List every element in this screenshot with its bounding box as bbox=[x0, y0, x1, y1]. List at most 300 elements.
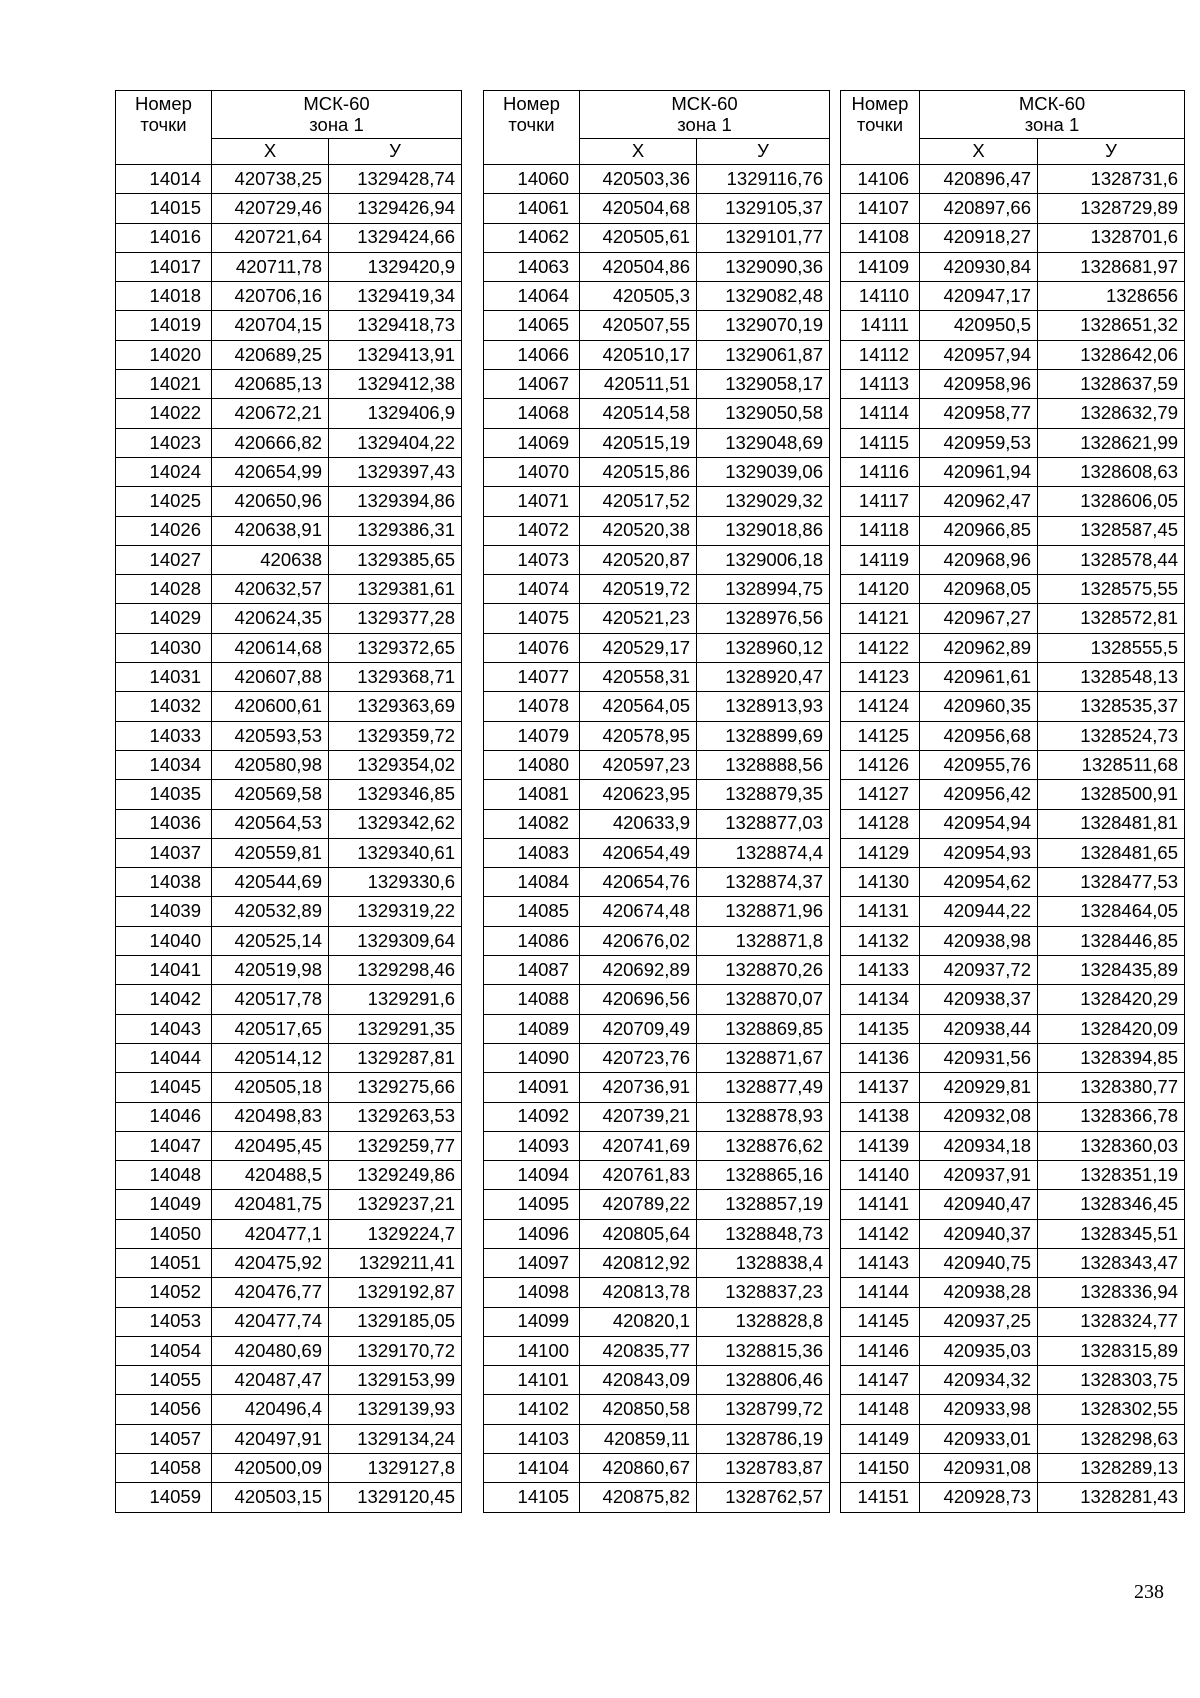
table-row bbox=[484, 604, 830, 633]
coordinate-system-header bbox=[212, 91, 462, 139]
point-number-cell: 14037 bbox=[116, 838, 212, 867]
point-number-cell: 14114 bbox=[841, 399, 920, 428]
point-number-cell: 14071 bbox=[484, 487, 580, 516]
x-coordinate-cell: 420968,05 bbox=[920, 575, 1038, 604]
x-coordinate-cell: 420960,35 bbox=[920, 692, 1038, 721]
point-number-cell: 14120 bbox=[841, 575, 920, 604]
x-coordinate-cell: 420738,25 bbox=[212, 165, 329, 194]
y-coordinate-cell: 1329319,22 bbox=[329, 897, 462, 926]
x-coordinate-cell: 420962,89 bbox=[920, 633, 1038, 662]
y-coordinate-cell: 1328837,23 bbox=[697, 1278, 830, 1307]
y-coordinate-cell: 1328874,37 bbox=[697, 868, 830, 897]
x-coordinate-cell: 420623,95 bbox=[580, 780, 697, 809]
y-coordinate-cell: 1328303,75 bbox=[1038, 1366, 1185, 1395]
x-coordinate-cell: 420931,56 bbox=[920, 1043, 1038, 1072]
x-coordinate-cell: 420813,78 bbox=[580, 1278, 697, 1307]
y-coordinate-cell: 1329139,93 bbox=[329, 1395, 462, 1424]
x-coordinate-cell: 420511,51 bbox=[580, 370, 697, 399]
table-row bbox=[841, 399, 1185, 428]
x-coordinate-cell: 420934,18 bbox=[920, 1131, 1038, 1160]
table-row bbox=[841, 721, 1185, 750]
x-coordinate-cell: 420564,53 bbox=[212, 809, 329, 838]
table-row bbox=[484, 516, 830, 545]
y-coordinate-cell: 1328869,85 bbox=[697, 1014, 830, 1043]
x-coordinate-cell: 420929,81 bbox=[920, 1073, 1038, 1102]
y-column-header: У bbox=[1038, 139, 1185, 165]
x-coordinate-cell: 420928,73 bbox=[920, 1483, 1038, 1512]
x-coordinate-cell: 420696,56 bbox=[580, 985, 697, 1014]
x-coordinate-cell: 420940,75 bbox=[920, 1248, 1038, 1277]
x-coordinate-cell: 420666,82 bbox=[212, 428, 329, 457]
header-row bbox=[841, 91, 1185, 139]
table-row bbox=[116, 399, 462, 428]
y-coordinate-cell: 1329291,6 bbox=[329, 985, 462, 1014]
table-row bbox=[841, 194, 1185, 223]
y-coordinate-cell: 1329018,86 bbox=[697, 516, 830, 545]
table-row bbox=[841, 575, 1185, 604]
point-number-cell: 14104 bbox=[484, 1454, 580, 1483]
table-row bbox=[841, 809, 1185, 838]
table-row bbox=[116, 663, 462, 692]
x-coordinate-cell: 420481,75 bbox=[212, 1190, 329, 1219]
point-number-cell: 14058 bbox=[116, 1454, 212, 1483]
y-coordinate-cell: 1328380,77 bbox=[1038, 1073, 1185, 1102]
table-row bbox=[116, 1073, 462, 1102]
table-row bbox=[116, 1043, 462, 1072]
y-coordinate-cell: 1329050,58 bbox=[697, 399, 830, 428]
table-row bbox=[484, 399, 830, 428]
table-row bbox=[484, 252, 830, 281]
point-number-cell: 14033 bbox=[116, 721, 212, 750]
x-coordinate-cell: 420685,13 bbox=[212, 370, 329, 399]
y-coordinate-cell: 1329309,64 bbox=[329, 926, 462, 955]
x-coordinate-cell: 420711,78 bbox=[212, 252, 329, 281]
point-number-cell: 14031 bbox=[116, 663, 212, 692]
table-row bbox=[116, 721, 462, 750]
point-number-cell: 14138 bbox=[841, 1102, 920, 1131]
table-row bbox=[116, 1454, 462, 1483]
x-coordinate-cell: 420507,55 bbox=[580, 311, 697, 340]
x-coordinate-cell: 420607,88 bbox=[212, 663, 329, 692]
y-coordinate-cell: 1328575,55 bbox=[1038, 575, 1185, 604]
x-coordinate-cell: 420517,65 bbox=[212, 1014, 329, 1043]
table-row bbox=[116, 340, 462, 369]
x-coordinate-cell: 420517,52 bbox=[580, 487, 697, 516]
table-row bbox=[841, 165, 1185, 194]
x-coordinate-cell: 420897,66 bbox=[920, 194, 1038, 223]
point-number-header bbox=[116, 91, 212, 165]
table-row bbox=[116, 1395, 462, 1424]
x-coordinate-cell: 420954,93 bbox=[920, 838, 1038, 867]
point-number-cell: 14108 bbox=[841, 223, 920, 252]
y-coordinate-cell: 1329127,8 bbox=[329, 1454, 462, 1483]
y-coordinate-cell: 1328651,32 bbox=[1038, 311, 1185, 340]
y-coordinate-cell: 1329249,86 bbox=[329, 1161, 462, 1190]
point-number-cell: 14092 bbox=[484, 1102, 580, 1131]
x-coordinate-cell: 420514,58 bbox=[580, 399, 697, 428]
y-coordinate-cell: 1328857,19 bbox=[697, 1190, 830, 1219]
x-coordinate-cell: 420843,09 bbox=[580, 1366, 697, 1395]
y-coordinate-cell: 1328899,69 bbox=[697, 721, 830, 750]
point-number-cell: 14072 bbox=[484, 516, 580, 545]
point-number-cell: 14069 bbox=[484, 428, 580, 457]
point-number-cell: 14053 bbox=[116, 1307, 212, 1336]
y-coordinate-cell: 1329386,31 bbox=[329, 516, 462, 545]
x-coordinate-cell: 420956,42 bbox=[920, 780, 1038, 809]
table-row bbox=[484, 457, 830, 486]
y-coordinate-cell: 1329134,24 bbox=[329, 1424, 462, 1453]
point-number-cell: 14051 bbox=[116, 1248, 212, 1277]
point-number-cell: 14110 bbox=[841, 282, 920, 311]
y-coordinate-cell: 1329424,66 bbox=[329, 223, 462, 252]
point-number-cell: 14103 bbox=[484, 1424, 580, 1453]
table-row bbox=[841, 663, 1185, 692]
x-coordinate-cell: 420597,23 bbox=[580, 750, 697, 779]
table-row bbox=[484, 868, 830, 897]
table-row bbox=[484, 223, 830, 252]
y-coordinate-cell: 1328871,8 bbox=[697, 926, 830, 955]
table-row bbox=[116, 194, 462, 223]
x-coordinate-cell: 420633,9 bbox=[580, 809, 697, 838]
point-number-cell: 14061 bbox=[484, 194, 580, 223]
point-number-cell: 14014 bbox=[116, 165, 212, 194]
y-coordinate-cell: 1329070,19 bbox=[697, 311, 830, 340]
x-column-header: X bbox=[920, 139, 1038, 165]
y-coordinate-cell: 1329006,18 bbox=[697, 545, 830, 574]
table-row bbox=[484, 1307, 830, 1336]
table-row bbox=[841, 1131, 1185, 1160]
y-coordinate-cell: 1328786,19 bbox=[697, 1424, 830, 1453]
x-coordinate-cell: 420519,72 bbox=[580, 575, 697, 604]
x-coordinate-cell: 420968,96 bbox=[920, 545, 1038, 574]
x-coordinate-cell: 420934,32 bbox=[920, 1366, 1038, 1395]
x-coordinate-cell: 420689,25 bbox=[212, 340, 329, 369]
y-coordinate-cell: 1328871,67 bbox=[697, 1043, 830, 1072]
point-number-cell: 14070 bbox=[484, 457, 580, 486]
point-number-cell: 14064 bbox=[484, 282, 580, 311]
point-number-cell: 14075 bbox=[484, 604, 580, 633]
y-coordinate-cell: 1328351,19 bbox=[1038, 1161, 1185, 1190]
y-coordinate-cell: 1328731,6 bbox=[1038, 165, 1185, 194]
y-coordinate-cell: 1328524,73 bbox=[1038, 721, 1185, 750]
x-coordinate-cell: 420859,11 bbox=[580, 1424, 697, 1453]
y-coordinate-cell: 1328346,45 bbox=[1038, 1190, 1185, 1219]
table-row bbox=[116, 692, 462, 721]
point-number-cell: 14128 bbox=[841, 809, 920, 838]
table-row bbox=[484, 1102, 830, 1131]
point-number-cell: 14019 bbox=[116, 311, 212, 340]
x-coordinate-cell: 420729,46 bbox=[212, 194, 329, 223]
point-number-cell: 14149 bbox=[841, 1424, 920, 1453]
y-coordinate-cell: 1328298,63 bbox=[1038, 1424, 1185, 1453]
point-number-cell: 14078 bbox=[484, 692, 580, 721]
point-number-cell: 14026 bbox=[116, 516, 212, 545]
point-number-cell: 14116 bbox=[841, 457, 920, 486]
y-coordinate-cell: 1329381,61 bbox=[329, 575, 462, 604]
table-row bbox=[116, 1102, 462, 1131]
x-coordinate-cell: 420961,94 bbox=[920, 457, 1038, 486]
point-number-cell: 14024 bbox=[116, 457, 212, 486]
table-row bbox=[841, 1424, 1185, 1453]
table-row bbox=[484, 1336, 830, 1365]
table-row bbox=[484, 956, 830, 985]
point-number-cell: 14113 bbox=[841, 370, 920, 399]
y-coordinate-cell: 1329090,36 bbox=[697, 252, 830, 281]
point-number-cell: 14081 bbox=[484, 780, 580, 809]
table-row bbox=[484, 809, 830, 838]
x-coordinate-cell: 420958,77 bbox=[920, 399, 1038, 428]
point-number-cell: 14136 bbox=[841, 1043, 920, 1072]
y-coordinate-cell: 1329170,72 bbox=[329, 1336, 462, 1365]
table-row bbox=[116, 1424, 462, 1453]
x-coordinate-cell: 420950,5 bbox=[920, 311, 1038, 340]
table-row bbox=[116, 1366, 462, 1395]
y-coordinate-cell: 1329412,38 bbox=[329, 370, 462, 399]
x-coordinate-cell: 420933,98 bbox=[920, 1395, 1038, 1424]
point-number-cell: 14076 bbox=[484, 633, 580, 662]
y-coordinate-cell: 1328548,13 bbox=[1038, 663, 1185, 692]
x-coordinate-cell: 420812,92 bbox=[580, 1248, 697, 1277]
y-coordinate-cell: 1328578,44 bbox=[1038, 545, 1185, 574]
table-row bbox=[116, 604, 462, 633]
x-coordinate-cell: 420504,68 bbox=[580, 194, 697, 223]
table-row bbox=[484, 721, 830, 750]
y-coordinate-cell: 1328913,93 bbox=[697, 692, 830, 721]
point-number-cell: 14150 bbox=[841, 1454, 920, 1483]
table-row bbox=[116, 1336, 462, 1365]
table-row bbox=[484, 311, 830, 340]
table-row bbox=[484, 1424, 830, 1453]
y-coordinate-cell: 1328877,03 bbox=[697, 809, 830, 838]
table-row bbox=[841, 545, 1185, 574]
x-coordinate-cell: 420525,14 bbox=[212, 926, 329, 955]
y-coordinate-cell: 1328870,07 bbox=[697, 985, 830, 1014]
y-coordinate-cell: 1328976,56 bbox=[697, 604, 830, 633]
x-coordinate-cell: 420820,1 bbox=[580, 1307, 697, 1336]
y-coordinate-cell: 1328555,5 bbox=[1038, 633, 1185, 662]
table-row bbox=[116, 487, 462, 516]
table-row bbox=[116, 311, 462, 340]
x-coordinate-cell: 420938,28 bbox=[920, 1278, 1038, 1307]
table-row bbox=[841, 340, 1185, 369]
y-coordinate-cell: 1328879,35 bbox=[697, 780, 830, 809]
x-coordinate-cell: 420954,62 bbox=[920, 868, 1038, 897]
y-coordinate-cell: 1329061,87 bbox=[697, 340, 830, 369]
coordinate-system-header bbox=[920, 91, 1185, 139]
table-row bbox=[484, 1278, 830, 1307]
point-number-cell: 14023 bbox=[116, 428, 212, 457]
table-row bbox=[484, 750, 830, 779]
table-row bbox=[841, 1073, 1185, 1102]
table-row bbox=[116, 956, 462, 985]
point-number-cell: 14086 bbox=[484, 926, 580, 955]
x-coordinate-cell: 420674,48 bbox=[580, 897, 697, 926]
table-row bbox=[116, 165, 462, 194]
point-number-cell: 14084 bbox=[484, 868, 580, 897]
table-row bbox=[484, 1161, 830, 1190]
table-row bbox=[841, 1395, 1185, 1424]
point-number-cell: 14083 bbox=[484, 838, 580, 867]
x-coordinate-cell: 420544,69 bbox=[212, 868, 329, 897]
x-coordinate-cell: 420654,76 bbox=[580, 868, 697, 897]
x-coordinate-cell: 420624,35 bbox=[212, 604, 329, 633]
x-coordinate-cell: 420938,98 bbox=[920, 926, 1038, 955]
table-row bbox=[841, 516, 1185, 545]
x-coordinate-cell: 420956,68 bbox=[920, 721, 1038, 750]
x-coordinate-cell: 420931,08 bbox=[920, 1454, 1038, 1483]
point-number-cell: 14042 bbox=[116, 985, 212, 1014]
table-row bbox=[841, 487, 1185, 516]
y-coordinate-cell: 1328315,89 bbox=[1038, 1336, 1185, 1365]
y-coordinate-cell: 1328324,77 bbox=[1038, 1307, 1185, 1336]
y-coordinate-cell: 1329418,73 bbox=[329, 311, 462, 340]
y-coordinate-cell: 1329082,48 bbox=[697, 282, 830, 311]
table-row bbox=[841, 1454, 1185, 1483]
table-row bbox=[841, 428, 1185, 457]
table-row bbox=[841, 370, 1185, 399]
header-line: зона 1 bbox=[309, 113, 364, 135]
table-row bbox=[116, 575, 462, 604]
table-row bbox=[116, 926, 462, 955]
table-row bbox=[484, 165, 830, 194]
table-row bbox=[841, 1219, 1185, 1248]
table-row bbox=[116, 1161, 462, 1190]
point-number-cell: 14151 bbox=[841, 1483, 920, 1512]
point-number-cell: 14087 bbox=[484, 956, 580, 985]
point-number-cell: 14118 bbox=[841, 516, 920, 545]
x-coordinate-cell: 420935,03 bbox=[920, 1336, 1038, 1365]
y-coordinate-cell: 1329275,66 bbox=[329, 1073, 462, 1102]
point-number-cell: 14146 bbox=[841, 1336, 920, 1365]
x-coordinate-cell: 420515,86 bbox=[580, 457, 697, 486]
y-coordinate-cell: 1328464,05 bbox=[1038, 897, 1185, 926]
y-coordinate-cell: 1328535,37 bbox=[1038, 692, 1185, 721]
y-coordinate-cell: 1328621,99 bbox=[1038, 428, 1185, 457]
x-coordinate-cell: 420961,61 bbox=[920, 663, 1038, 692]
x-coordinate-cell: 420505,3 bbox=[580, 282, 697, 311]
y-coordinate-cell: 1328681,97 bbox=[1038, 252, 1185, 281]
header-row bbox=[116, 91, 462, 139]
point-number-cell: 14139 bbox=[841, 1131, 920, 1160]
table-row bbox=[841, 1190, 1185, 1219]
y-coordinate-cell: 1328477,53 bbox=[1038, 868, 1185, 897]
y-coordinate-cell: 1329413,91 bbox=[329, 340, 462, 369]
point-number-cell: 14091 bbox=[484, 1073, 580, 1102]
y-coordinate-cell: 1328302,55 bbox=[1038, 1395, 1185, 1424]
y-coordinate-cell: 1329330,6 bbox=[329, 868, 462, 897]
point-number-cell: 14085 bbox=[484, 897, 580, 926]
point-number-cell: 14020 bbox=[116, 340, 212, 369]
x-coordinate-cell: 420475,92 bbox=[212, 1248, 329, 1277]
x-coordinate-cell: 420558,31 bbox=[580, 663, 697, 692]
y-coordinate-cell: 1328500,91 bbox=[1038, 780, 1185, 809]
point-number-cell: 14127 bbox=[841, 780, 920, 809]
point-number-cell: 14119 bbox=[841, 545, 920, 574]
header-line: зона 1 bbox=[1024, 113, 1080, 135]
point-number-cell: 14106 bbox=[841, 165, 920, 194]
table-row bbox=[116, 1483, 462, 1512]
y-coordinate-cell: 1329224,7 bbox=[329, 1219, 462, 1248]
x-coordinate-cell: 420739,21 bbox=[580, 1102, 697, 1131]
point-number-cell: 14134 bbox=[841, 985, 920, 1014]
point-number-cell: 14107 bbox=[841, 194, 920, 223]
y-coordinate-cell: 1328870,26 bbox=[697, 956, 830, 985]
header-row bbox=[484, 91, 830, 139]
x-coordinate-cell: 420532,89 bbox=[212, 897, 329, 926]
table-row bbox=[116, 457, 462, 486]
table-row bbox=[116, 282, 462, 311]
point-number-cell: 14056 bbox=[116, 1395, 212, 1424]
point-number-cell: 14068 bbox=[484, 399, 580, 428]
x-coordinate-cell: 420709,49 bbox=[580, 1014, 697, 1043]
y-coordinate-cell: 1329058,17 bbox=[697, 370, 830, 399]
y-coordinate-cell: 1328865,16 bbox=[697, 1161, 830, 1190]
x-coordinate-cell: 420957,94 bbox=[920, 340, 1038, 369]
point-number-cell: 14097 bbox=[484, 1248, 580, 1277]
table-row bbox=[841, 692, 1185, 721]
y-coordinate-cell: 1328481,65 bbox=[1038, 838, 1185, 867]
x-coordinate-cell: 420504,86 bbox=[580, 252, 697, 281]
y-coordinate-cell: 1329120,45 bbox=[329, 1483, 462, 1512]
point-number-cell: 14135 bbox=[841, 1014, 920, 1043]
table-row bbox=[116, 838, 462, 867]
table-row bbox=[841, 985, 1185, 1014]
table-row bbox=[484, 1073, 830, 1102]
x-coordinate-cell: 420723,76 bbox=[580, 1043, 697, 1072]
point-number-cell: 14032 bbox=[116, 692, 212, 721]
y-coordinate-cell: 1329368,71 bbox=[329, 663, 462, 692]
x-coordinate-cell: 420519,98 bbox=[212, 956, 329, 985]
table-row bbox=[116, 1014, 462, 1043]
point-number-cell: 14044 bbox=[116, 1043, 212, 1072]
y-coordinate-cell: 1328656 bbox=[1038, 282, 1185, 311]
x-coordinate-cell: 420510,17 bbox=[580, 340, 697, 369]
table-row bbox=[841, 838, 1185, 867]
table-row bbox=[484, 487, 830, 516]
point-number-cell: 14028 bbox=[116, 575, 212, 604]
header-line: точки bbox=[140, 113, 187, 135]
y-coordinate-cell: 1328420,09 bbox=[1038, 1014, 1185, 1043]
table-row bbox=[116, 1131, 462, 1160]
y-coordinate-cell: 1328642,06 bbox=[1038, 340, 1185, 369]
table-row bbox=[116, 1278, 462, 1307]
y-coordinate-cell: 1328606,05 bbox=[1038, 487, 1185, 516]
page-number: 238 bbox=[1134, 1581, 1164, 1603]
x-coordinate-cell: 420517,78 bbox=[212, 985, 329, 1014]
y-coordinate-cell: 1329291,35 bbox=[329, 1014, 462, 1043]
point-number-cell: 14143 bbox=[841, 1248, 920, 1277]
y-coordinate-cell: 1328799,72 bbox=[697, 1395, 830, 1424]
y-coordinate-cell: 1328587,45 bbox=[1038, 516, 1185, 545]
x-coordinate-cell: 420966,85 bbox=[920, 516, 1038, 545]
point-number-cell: 14045 bbox=[116, 1073, 212, 1102]
table-row bbox=[116, 428, 462, 457]
y-coordinate-cell: 1329397,43 bbox=[329, 457, 462, 486]
point-number-cell: 14112 bbox=[841, 340, 920, 369]
y-coordinate-cell: 1328366,78 bbox=[1038, 1102, 1185, 1131]
y-coordinate-cell: 1328637,59 bbox=[1038, 370, 1185, 399]
y-coordinate-cell: 1328420,29 bbox=[1038, 985, 1185, 1014]
y-coordinate-cell: 1328345,51 bbox=[1038, 1219, 1185, 1248]
x-coordinate-cell: 420498,83 bbox=[212, 1102, 329, 1131]
x-coordinate-cell: 420520,38 bbox=[580, 516, 697, 545]
point-number-header bbox=[484, 91, 580, 165]
point-number-cell: 14048 bbox=[116, 1161, 212, 1190]
point-number-cell: 14055 bbox=[116, 1366, 212, 1395]
y-coordinate-cell: 1329363,69 bbox=[329, 692, 462, 721]
x-coordinate-cell: 420692,89 bbox=[580, 956, 697, 985]
x-coordinate-cell: 420514,12 bbox=[212, 1043, 329, 1072]
